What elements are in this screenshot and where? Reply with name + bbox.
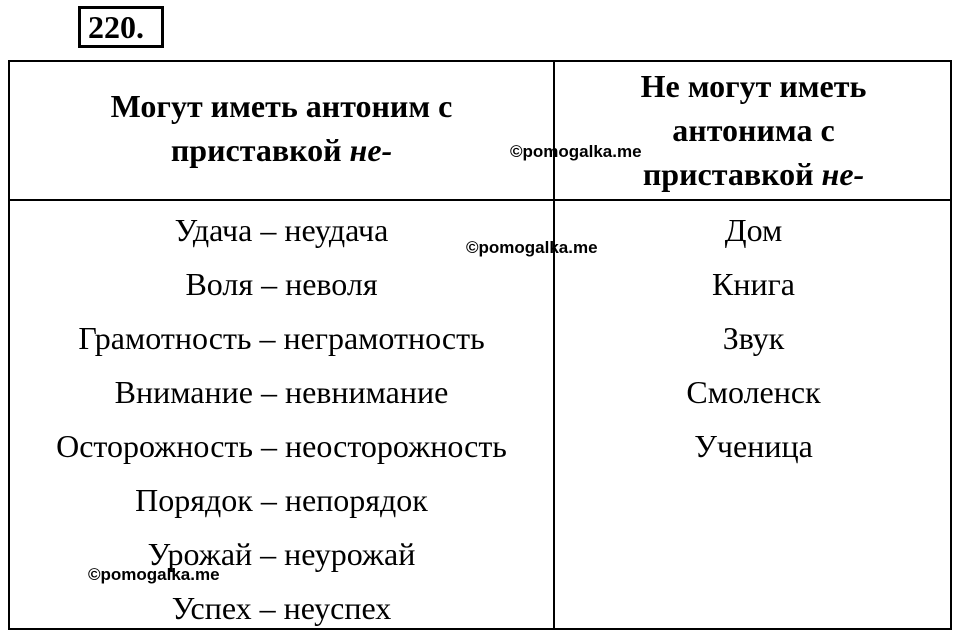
list-item: Грамотность – неграмотность	[78, 320, 485, 356]
antonym-table	[8, 60, 952, 630]
list-item: Урожай – неурожай	[147, 536, 416, 572]
list-item: Воля – неволя	[185, 266, 378, 302]
list-item: Осторожность – неосторожность	[56, 428, 507, 464]
right-column-list	[555, 203, 952, 473]
list-item: Ученица	[694, 428, 813, 464]
header-right-line3-text: приставкой	[642, 156, 822, 192]
header-divider	[10, 199, 950, 201]
list-item: Звук	[722, 320, 785, 356]
header-left-line2-text: приставкой	[170, 132, 350, 168]
header-left	[10, 84, 553, 172]
watermark: ©pomogalka.me	[466, 238, 598, 257]
exercise-number: 220.	[78, 6, 164, 48]
list-item: Книга	[712, 266, 795, 302]
header-left-line1: Могут иметь антоним с	[110, 88, 453, 124]
list-item: Смоленск	[686, 374, 821, 410]
header-right-line2: антонима с	[672, 112, 835, 148]
header-right-line1: Не могут иметь	[640, 68, 867, 104]
header-left-prefix: не-	[349, 132, 393, 168]
header-right	[555, 64, 952, 196]
list-item: Порядок – непорядок	[135, 482, 428, 518]
watermark: ©pomogalka.me	[88, 565, 220, 584]
list-item: Дом	[724, 212, 783, 248]
list-item: Удача – неудача	[174, 212, 389, 248]
header-right-prefix: не-	[821, 156, 865, 192]
watermark: ©pomogalka.me	[510, 142, 642, 161]
header-left-line2	[10, 128, 553, 172]
list-item: Внимание – невнимание	[114, 374, 449, 410]
list-item: Успех – неуспех	[171, 590, 392, 626]
